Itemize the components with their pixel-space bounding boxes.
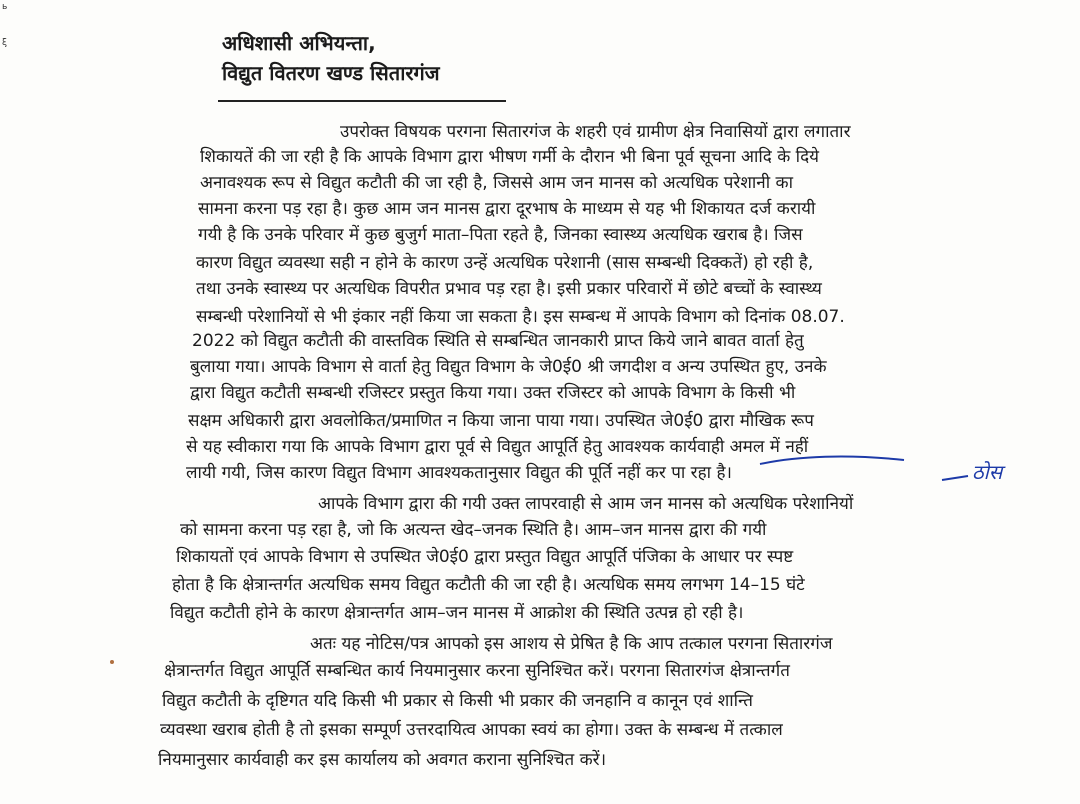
addressee-office: विद्युत वितरण खण्ड सितारगंज [222, 61, 440, 85]
body-line: द्वारा विद्युत कटौती सम्बन्धी रजिस्टर प्रस्तुत किया गया। उक्त रजिस्टर को आपके विभाग के किसी भी [190, 383, 796, 403]
body-line: नियमानुसार कार्यवाही कर इस कार्यालय को अवगत कराना सुनिश्चित करें। [158, 750, 607, 770]
body-line: गयी है कि उनके परिवार में कुछ बुजुर्ग माता–पिता रहते है, जिनका स्वास्थ्य अत्यधिक खराब है। जिस [198, 225, 803, 245]
body-line: अतः यह नोटिस/पत्र आपको इस आशय से प्रेषित है कि आप तत्काल परगना सितारगंज [310, 634, 833, 654]
stray-mark [110, 660, 114, 664]
body-line: सामना करना पड़ रहा है। कुछ आम जन मानस द्वारा दूरभाष के माध्यम से यह भी शिकायत दर्ज करायी [198, 199, 816, 219]
body-line: विद्युत कटौती के दृष्टिगत यदि किसी भी प्रकार से किसी भी प्रकार की जनहानि व कानून एवं शान्ति [162, 691, 753, 711]
body-line: शिकायतें की जा रही है कि आपके विभाग द्वारा भीषण गर्मी के दौरान भी बिना पूर्व सूचना आदि के दिये [200, 147, 819, 167]
body-line: होता है कि क्षेत्रान्तर्गत अत्यधिक समय विद्युत कटौती की जा रही है। अत्यधिक समय लगभग 14–15 घंटे [172, 575, 805, 595]
body-line: 2022 को विद्युत कटौती की वास्तविक स्थिति से सम्बन्धित जानकारी प्राप्त किये जाने बावत वार्ता हेतु [192, 331, 804, 351]
body-line: कारण विद्युत व्यवस्था सही न होने के कारण उन्हें अत्यधिक परेशानी (सास सम्बन्धी दिक्कतें) हो रही है, [196, 253, 814, 273]
body-line: व्यवस्था खराब होती है तो इसका सम्पूर्ण उत्तरदायित्व आपका स्वयं का होगा। उक्त के सम्बन्ध में तत्काल [160, 720, 783, 740]
handwritten-note: ठोस [972, 460, 1003, 484]
body-line: क्षेत्रान्तर्गत विद्युत आपूर्ति सम्बन्धित कार्य नियमानुसार करना सुनिश्चित करें। परगना सितारगंज क्षेत्रान्तर्गत [164, 661, 790, 681]
addressee-underline [218, 100, 506, 102]
handwritten-arrow [940, 460, 974, 490]
body-line: आपके विभाग द्वारा की गयी उक्त लापरवाही से आम जन मानस को अत्यधिक परेशानियों [318, 494, 854, 514]
body-line: विद्युत कटौती होने के कारण क्षेत्रान्तर्गत आम–जन मानस में आक्रोश की स्थिति उत्पन्न हो रही है। [170, 603, 744, 623]
addressee-block [222, 28, 642, 88]
handwritten-strike [758, 450, 908, 470]
margin-mark-second: ξ [2, 38, 8, 48]
body-line: उपरोक्त विषयक परगना सितारगंज के शहरी एवं ग्रामीण क्षेत्र निवासियों द्वारा लगातार [340, 122, 851, 142]
body-line: अनावश्यक रूप से विद्युत कटौती की जा रही है, जिससे आम जन मानस को अत्यधिक परेशानी का [200, 173, 794, 193]
body-line: सक्षम अधिकारी द्वारा अवलोकित/प्रमाणित न किया जाना पाया गया। उपस्थित जे0ई0 द्वारा मौखिक रूप [188, 411, 814, 431]
body-line: तथा उनके स्वास्थ्य पर अत्यधिक विपरीत प्रभाव पड़ रहा है। इसी प्रकार परिवारों में छोटे बच्चों के स्वास्थ्य [196, 279, 822, 299]
body-line: से यह स्वीकारा गया कि आपके विभाग द्वारा पूर्व से विद्युत आपूर्ति हेतु आवश्यक कार्यवाही अमल में नहीं [186, 437, 809, 457]
body-line: लायी गयी, जिस कारण विद्युत विभाग आवश्यकतानुसार विद्युत की पूर्ति नहीं कर पा रहा है। [186, 463, 732, 483]
body-line: सम्बन्धी परेशानियों से भी इंकार नहीं किया जा सकता है। इस सम्बन्ध में आपके विभाग को दिनांक 08.07. [196, 307, 845, 327]
body-line: को सामना करना पड़ रहा है, जो कि अत्यन्त खेद–जनक स्थिति है। आम–जन मानस द्वारा की गयी [180, 520, 767, 540]
addressee-designation: अधिशासी अभियन्ता, [222, 31, 376, 55]
margin-mark-top: ь [2, 2, 8, 12]
handwritten-annotation [940, 460, 1040, 490]
body-line: बुलाया गया। आपके विभाग से वार्ता हेतु विद्युत विभाग के जे0ई0 श्री जगदीश व अन्य उपस्थित हुए, उनके [190, 357, 827, 377]
body-line: शिकायतों एवं आपके विभाग से उपस्थित जे0ई0 द्वारा प्रस्तुत विद्युत आपूर्ति पंजिका के आधार पर स्पष्ट [176, 547, 794, 567]
